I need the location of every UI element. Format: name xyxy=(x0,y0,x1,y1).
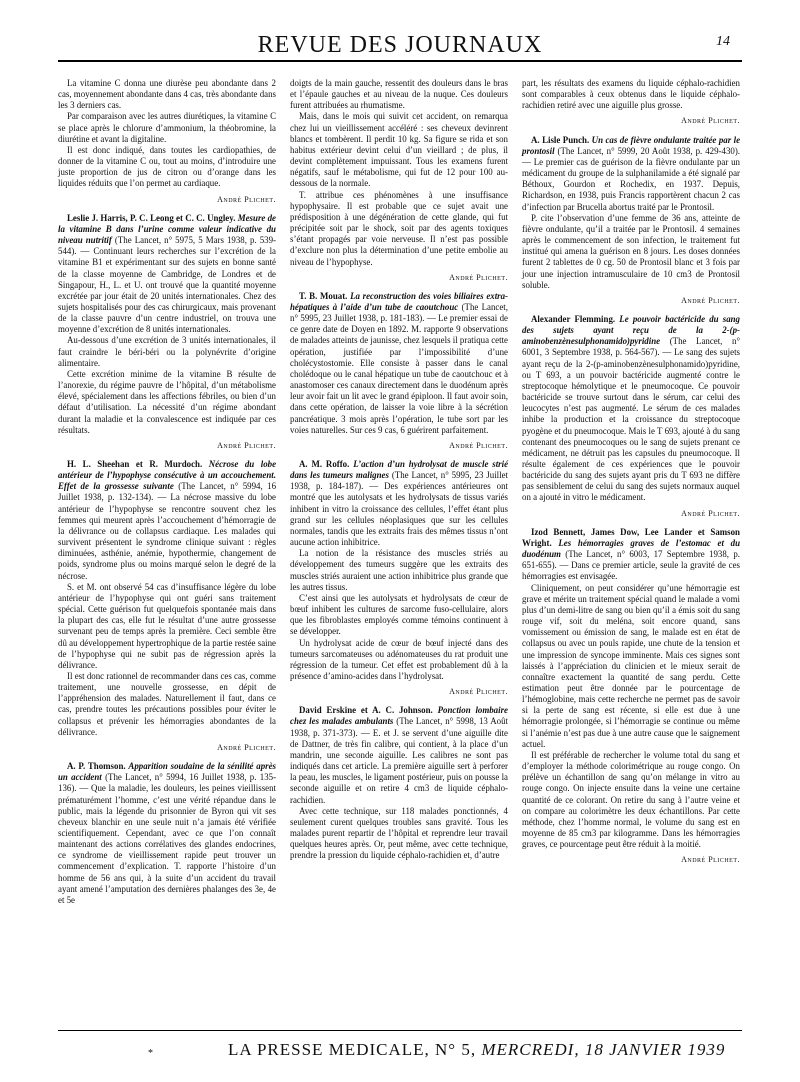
article-authors: Izod Bennett, James Dow, Lee Lander et Samson Wright. xyxy=(522,526,740,548)
journal-title: REVUE DES JOURNAUX xyxy=(257,32,543,58)
article-authors: A. P. Thomson. xyxy=(67,761,126,772)
page-footer xyxy=(58,1040,742,1064)
paragraph: Mais, dans le mois qui suivit cet accident, on remarqua chez lui un vieillissement accéléré : ses cheveux devinrent blancs et tombèrent. Il perdit 10 kg. Sa figure se rida et son habitus extérieur devint celui d’un vieillard ; de plus, il devint complètement impuissant. Tous les examens furent négatifs, sauf le métabolisme, qui fut de 12 pour 100 au-dessous de la normale. xyxy=(290,111,508,189)
paragraph: Avec cette technique, sur 118 malades ponctionnés, 4 seulement curent quelques troubles sans gravité. Tous les malades purent repartir de l’hôpital et reprendre leur travail quelques heures après. Or, peut même, avec cette technique, prendre la pression du liquide céphalo-rachidien et, d’autre xyxy=(290,805,508,861)
author-signature: André Plichet. xyxy=(681,116,740,126)
article-heading xyxy=(522,527,740,583)
article-title: L’action d’un hydrolysat de muscle strié dans les tumeurs malignes xyxy=(290,459,509,481)
paragraph: part, les résultats des examens du liquide céphalo-rachidien sont comparables à ceux obtenus dans le liquide céphalo-rachidien retiré avec une aiguille plus grosse. xyxy=(522,78,740,111)
article-title: Ponction lombaire chez les malades ambulants xyxy=(290,705,508,727)
column-3 xyxy=(522,78,740,958)
author-signature: André Plichet. xyxy=(681,295,740,305)
author-signature: André Plichet. xyxy=(449,440,508,450)
article-body: (The Lancet, n° 5995, 23 Juillet 1938, p. 181-183). — Le premier essai de ce genre date de Doyen en 1892. M. rapporte 9 observations de malades atteints de jaunisse, chez lesquels il pratiqua cette opération, justifiée par l’impossibilité d’une cholécystostomie. Elle consiste à passer dans le canal cholédoque ou le canal hépatique un tube de caoutchouc et à anastomoser ces canaux directement dans le duodénum après leur avoir fait un lit avec le grand épiploon. Il faut avoir soin, dans cette opération, de laisser la voie libre à la sécrétion pancréatique. 3 mois après l’opération, le tube sort par les voies naturelles. Sur ces 9 cas, 6 guérirent parfaitement. xyxy=(290,301,508,435)
paragraph: S. et M. ont observé 54 cas d’insuffisance légère du lobe antérieur de l’hypophyse qui ont guéri sans traitement spécial. Cette guérison fut quelquefois spontanée mais dans la plupart des cas, elle fut le résultat d’une autre grossesse survenant peu de temps après la première. Ceci semble être dû au développement hypertrophique de la partie restée saine de l’hypophyse qui ne subit pas de régression après la délivrance. xyxy=(58,581,276,670)
column-2 xyxy=(290,78,508,958)
article-body: (The Lancet, n° 6003, 17 Septembre 1938, p. 651-655). — Dans ce premier article, seule la gravité de ces hémorragies est envisagée. xyxy=(522,549,740,582)
paragraph: La notion de la résistance des muscles striés au développement des tumeurs suggère que les extraits des muscles striés auraient une action inhibitrice plus grande que les autres tissus. xyxy=(290,548,508,592)
paragraph: Au-dessous d’une excrétion de 3 unités internationales, il faut craindre le béri-béri ou la polynévrite d’origine alimentaire. xyxy=(58,335,276,368)
article-title: Apparition soudaine de la sénilité après un accident xyxy=(58,761,276,783)
page-number: 14 xyxy=(716,34,730,49)
article-body: (The Lancet, n° 5998, 13 Août 1938, p. 371-373). — E. et J. se servent d’une aiguille dite de Dattner, de très fin calibre, qui contient, à la place d’un mandrin, une seconde aiguille. Les calibres ne sont pas indiqués dans cet article. La première aiguille sert à perforer la peau, les muscles, le ligament postérieur, puis on pousse la seconde aiguille et on retire 4 cm3 de liquide céphalo-rachidien. xyxy=(290,716,508,805)
author-signature: André Plichet. xyxy=(681,855,740,865)
article-authors: David Erskine et A. C. Johnson. xyxy=(299,705,433,716)
paragraph: doigts de la main gauche, ressentit des douleurs dans le bras et l’épaule gauches et au niveau de la nuque. Ces douleurs furent attribuées au rhumatisme. xyxy=(290,78,508,111)
paragraph: Il est donc indiqué, dans toutes les cardiopathies, de donner de la vitamine C ou, tout au moins, d’introduire une juste proportion de jus de citron ou d’orange dans les liquides réduits que l’on permet au cardiaque. xyxy=(58,144,276,189)
article-authors: A. M. Roffo. xyxy=(299,459,350,469)
author-signature: André Plichet. xyxy=(217,742,276,752)
paragraph: La vitamine C donna une diurèse peu abondante dans 2 cas, moyennement abondante dans 4 cas, très abondante dans les 3 derniers cas. xyxy=(58,78,276,111)
paragraph: Cliniquement, on peut considérer qu’une hémorragie est grave et mérite un traitement spécial quand le malade a vomi plus d’un demi-litre de sang ou bien qu’il a émis soit du sang rouge vif, soit du meléna, soit encore quand, sans vomissement ou émission de sang, le malade est en état de collapsus ou avec un pouls rapide, une chute de la tension et une impression de syncope imminente. Mais ces signes sont laissés à l’appréciation du clinicien et le mieux serait de connaître exactement la quantité de sang perdu. Cette estimation peut être donnée par le pourcentage de l’hémoglobine, mais cette recherche ne permet pas de savoir si la perte de sang est récente, si elle est due à une hémorragie prolongée, si l’hémorragie se continue ou même si l’anémie n’est pas due à une autre cause que le saignement actuel. xyxy=(522,582,740,749)
article-title: La reconstruction des voies biliaires extra-hépatiques à l’aide d’un tube de caoutchouc xyxy=(290,290,509,312)
article-heading xyxy=(58,459,276,582)
paragraph: C’est ainsi que les autolysats et hydrolysats de cœur de bœuf inhibent les cultures de sarcome fuso-cellulaire, alors que les fibroblastes employés comme témoins continuent à se développer. xyxy=(290,592,508,637)
article-columns xyxy=(58,78,742,958)
author-signature: André Plichet. xyxy=(449,272,508,282)
paragraph: Il est donc rationnel de recommander dans ces cas, comme traitement, une nouvelle grossesse, en dépit de l’appréhension des malades. Naturellement il faut, dans ce cas, prendre toutes les précautions possibles pour éviter le collapsus et prévenir les hémorragies abondantes de la délivrance. xyxy=(58,670,276,737)
article-heading xyxy=(522,135,740,213)
article-title: Mesure de la vitamine B dans l’urine comme valeur indicative du niveau nutritif xyxy=(58,212,276,246)
article-heading xyxy=(290,291,508,436)
author-signature: André Plichet. xyxy=(217,440,276,450)
article-heading xyxy=(290,705,508,805)
article-authors: H. L. Sheehan et R. Murdoch. xyxy=(67,459,203,469)
article-title: Un cas de fièvre ondulante traitée par le prontosil xyxy=(522,134,741,156)
author-signature: André Plichet. xyxy=(449,687,508,697)
article-heading xyxy=(58,761,276,906)
footer-journal: LA PRESSE MEDICALE, N° 5, xyxy=(228,1040,477,1059)
article-body: (The Lancet, n° 6001, 3 Septembre 1938, p. 564-567). — Le sang des sujets ayant reçu de la 2-(p-aminobenzènesulphonamido)pyridine, ou T 693, a un pouvoir bactéricide augmenté contre le streptocoque hémolytique et le pneumocoque. Ce pouvoir bactéricide se trouve surtout dans le sérum, car celui des leucocytes n’est pas augmenté. Le sérum de ces malades inhibe la production et la croissance du streptocoque pyogène et du pneumocoque. Mais le T 693, ajouté à du sang contenant des pneumocoques ou le sang de sujets prenant ce médicament, ne détruit pas les capsules du pneumocoque. Il résulte également de ces expériences que le pouvoir bactéricide du sang des sujets ayant pris du T 693 ne diffère pas sensiblement de celui du sang des sujets normaux auquel on a ajouté in vitro le médicament. xyxy=(522,336,740,503)
author-signature: André Plichet. xyxy=(681,508,740,518)
article-authors: Alexander Flemming. xyxy=(531,313,616,324)
paragraph: T. attribue ces phénomènes à une insuffisance hypophysaire. Il est probable que ce sujet avait une prédisposition à une dégénération de cette glande, qui fut précipitée soit par le shock, soit par des agents toxiques s’étant propagés par voie nerveuse. Il n’est pas possible d’exclure non plus la détermination d’une petite embolie au niveau de l’hypophyse. xyxy=(290,189,508,267)
article-heading xyxy=(522,314,740,504)
article-authors: Leslie J. Harris, P. C. Leong et C. C. Ungley. xyxy=(67,212,236,223)
article-title: Nécrose du lobe antérieur de l’hypophyse consécutive à un accouchement. Effet de la grossesse suivante xyxy=(58,459,277,492)
footer-rule xyxy=(58,1030,742,1031)
article-authors: T. B. Mouat. xyxy=(299,290,348,301)
article-body: (The Lancet, n° 5995, 23 Juillet 1938, p. 184-187). — Des expériences antérieures ont montré que les autolysats et les hydrolysats de tissus variés inhibent in vitro la croissance des cellules, l’effet étant plus grand sur les cellules néoplasiques que sur les cellules normales, tandis que les extraits frais des mêmes tissus n’ont aucune action inhibitrice. xyxy=(290,470,509,548)
footer-ornament: * xyxy=(148,1048,153,1059)
author-signature: André Plichet. xyxy=(217,194,276,204)
paragraph: P. cite l’observation d’une femme de 36 ans, atteinte de fièvre ondulante, qu’il a traitée par le Prontosil. 4 semaines après le commencement de son infection, le traitement fut institué qui amena la guérison en 8 jours. Les doses données furent 2 tablettes de 0 cg. 50 de Prontosil blanc et 3 fois par jour une injection intramusculaire de 10 cm3 de Prontosil soluble. xyxy=(522,212,740,290)
article-heading xyxy=(58,213,276,336)
page-header xyxy=(58,28,742,64)
article-title: Les hémorragies graves de l’estomac et du duodénum xyxy=(522,537,741,560)
paragraph: Un hydrolysat acide de cœur de bœuf injecté dans des tumeurs sarcomateuses ou adénomateuses du rat produit une régression de la tumeur. Cet effet est probablement dû à la présence d’amino-acides dans l’hydrolysat. xyxy=(290,637,508,681)
article-body: (The Lancet, n° 5994, 16 Juillet 1938, p. 132-134). — La nécrose massive du lobe antérieur de l’hypophyse se rencontre souvent chez les femmes qui meurent après l’accouchement d’hémorragie de la délivrance ou de collapsus cardiaque. Les malades qui survivent présentent le syndrome clinique suivant : règles diminuées, asthénie, anémie, hypothermie, changement de poids, syndrome plus ou moins marqué selon le degré de la nécrose. xyxy=(58,481,277,581)
article-heading xyxy=(290,459,508,548)
article-title: Le pouvoir bactéricide du sang des sujets ayant reçu de la 2-(p-aminobenzènesulphonamido)pyridine xyxy=(522,313,740,347)
header-rule xyxy=(58,60,742,62)
paragraph: Cette excrétion minime de la vitamine B résulte de l’anorexie, du régime pauvre de l’hôpital, d’un métabolisme élevé, spécialement dans les affections fébriles, ou bien d’un défaut d’utilisation. La nécessité d’un régime abondant durant la maladie et la convalescence est indiquée par ces résultats. xyxy=(58,368,276,435)
article-body: (The Lancet, n° 5975, 5 Mars 1938, p. 539-544). — Continuant leurs recherches sur l’excrétion de la vitamine B1 et expérimentant sur des sujets en bonne santé de la classe moyenne de Cambridge, de Londres et de Singapour, H., L. et U. ont trouvé que la quantité moyenne excrétée par jour était de 20 unités internationales. Chez des sujets hospitalisés pour des cas chirurgicaux, mais provenant de la classe pauvre d’un centre industriel, on trouva une moyenne d’excrétion de 8 unités internationales. xyxy=(58,235,276,335)
column-1 xyxy=(58,78,276,958)
footer-date: MERCREDI, 18 JANVIER 1939 xyxy=(481,1040,726,1059)
paragraph: Par comparaison avec les autres diurétiques, la vitamine C se place après le chlorure d’ammonium, la théobromine, la diurétine et avant la digitaline. xyxy=(58,111,276,144)
article-authors: A. Lisle Punch. xyxy=(531,134,590,145)
article-body: (The Lancet, n° 5994, 16 Juillet 1938, p. 135-136). — Que la maladie, les douleurs, les peines vieillissent prématurément l’homme, c’est une vérité répandue dans le public, mais la légende du prisonnier de Byron qui vit ses cheveux blanchir en une seule nuit n’a jamais été vérifiée scientifiquement. Cependant, avec ce que l’on connaît maintenant des actions corrélatives des glandes endocrines, ce syndrome de vieillissement rapide peut trouver un commencement d’explication. T. rapporte l’histoire d’un homme de 56 ans qui, à la suite d’un accident du travail ayant amené l’amputation des dernières phalanges des 3e, 4e et 5e xyxy=(58,772,277,905)
footer-citation xyxy=(228,1040,742,1060)
article-body: (The Lancet, n° 5999, 20 Août 1938, p. 429-430). — Le premier cas de guérison de la fièvre ondulante par un médicament du groupe de la sulphanilamide a été signalé par Béthoux, Gourdon et Rochedix, en 1937. Depuis, Richardson, en 1938, puis Francis rapportèrent chacun 2 cas d’infection par Brucella abortus traité par le Prontosil. xyxy=(522,145,740,212)
paragraph: Il est préférable de rechercher le volume total du sang et d’employer la méthode colorimétrique au rouge congo. On prélève un échantillon de sang qu’on mélange in vitro au rouge congo. On injecte ensuite dans la veine une certaine quantité de ce colorant. On retire du sang à l’autre veine et on compare au colorimètre les deux échantillons. Par cette méthode, chez l’homme normal, le volume du sang est en moyenne de 85 cm3 par kilogramme. Dans les hémorragies graves, ce pourcentage peut être réduit à la moitié. xyxy=(522,749,740,850)
